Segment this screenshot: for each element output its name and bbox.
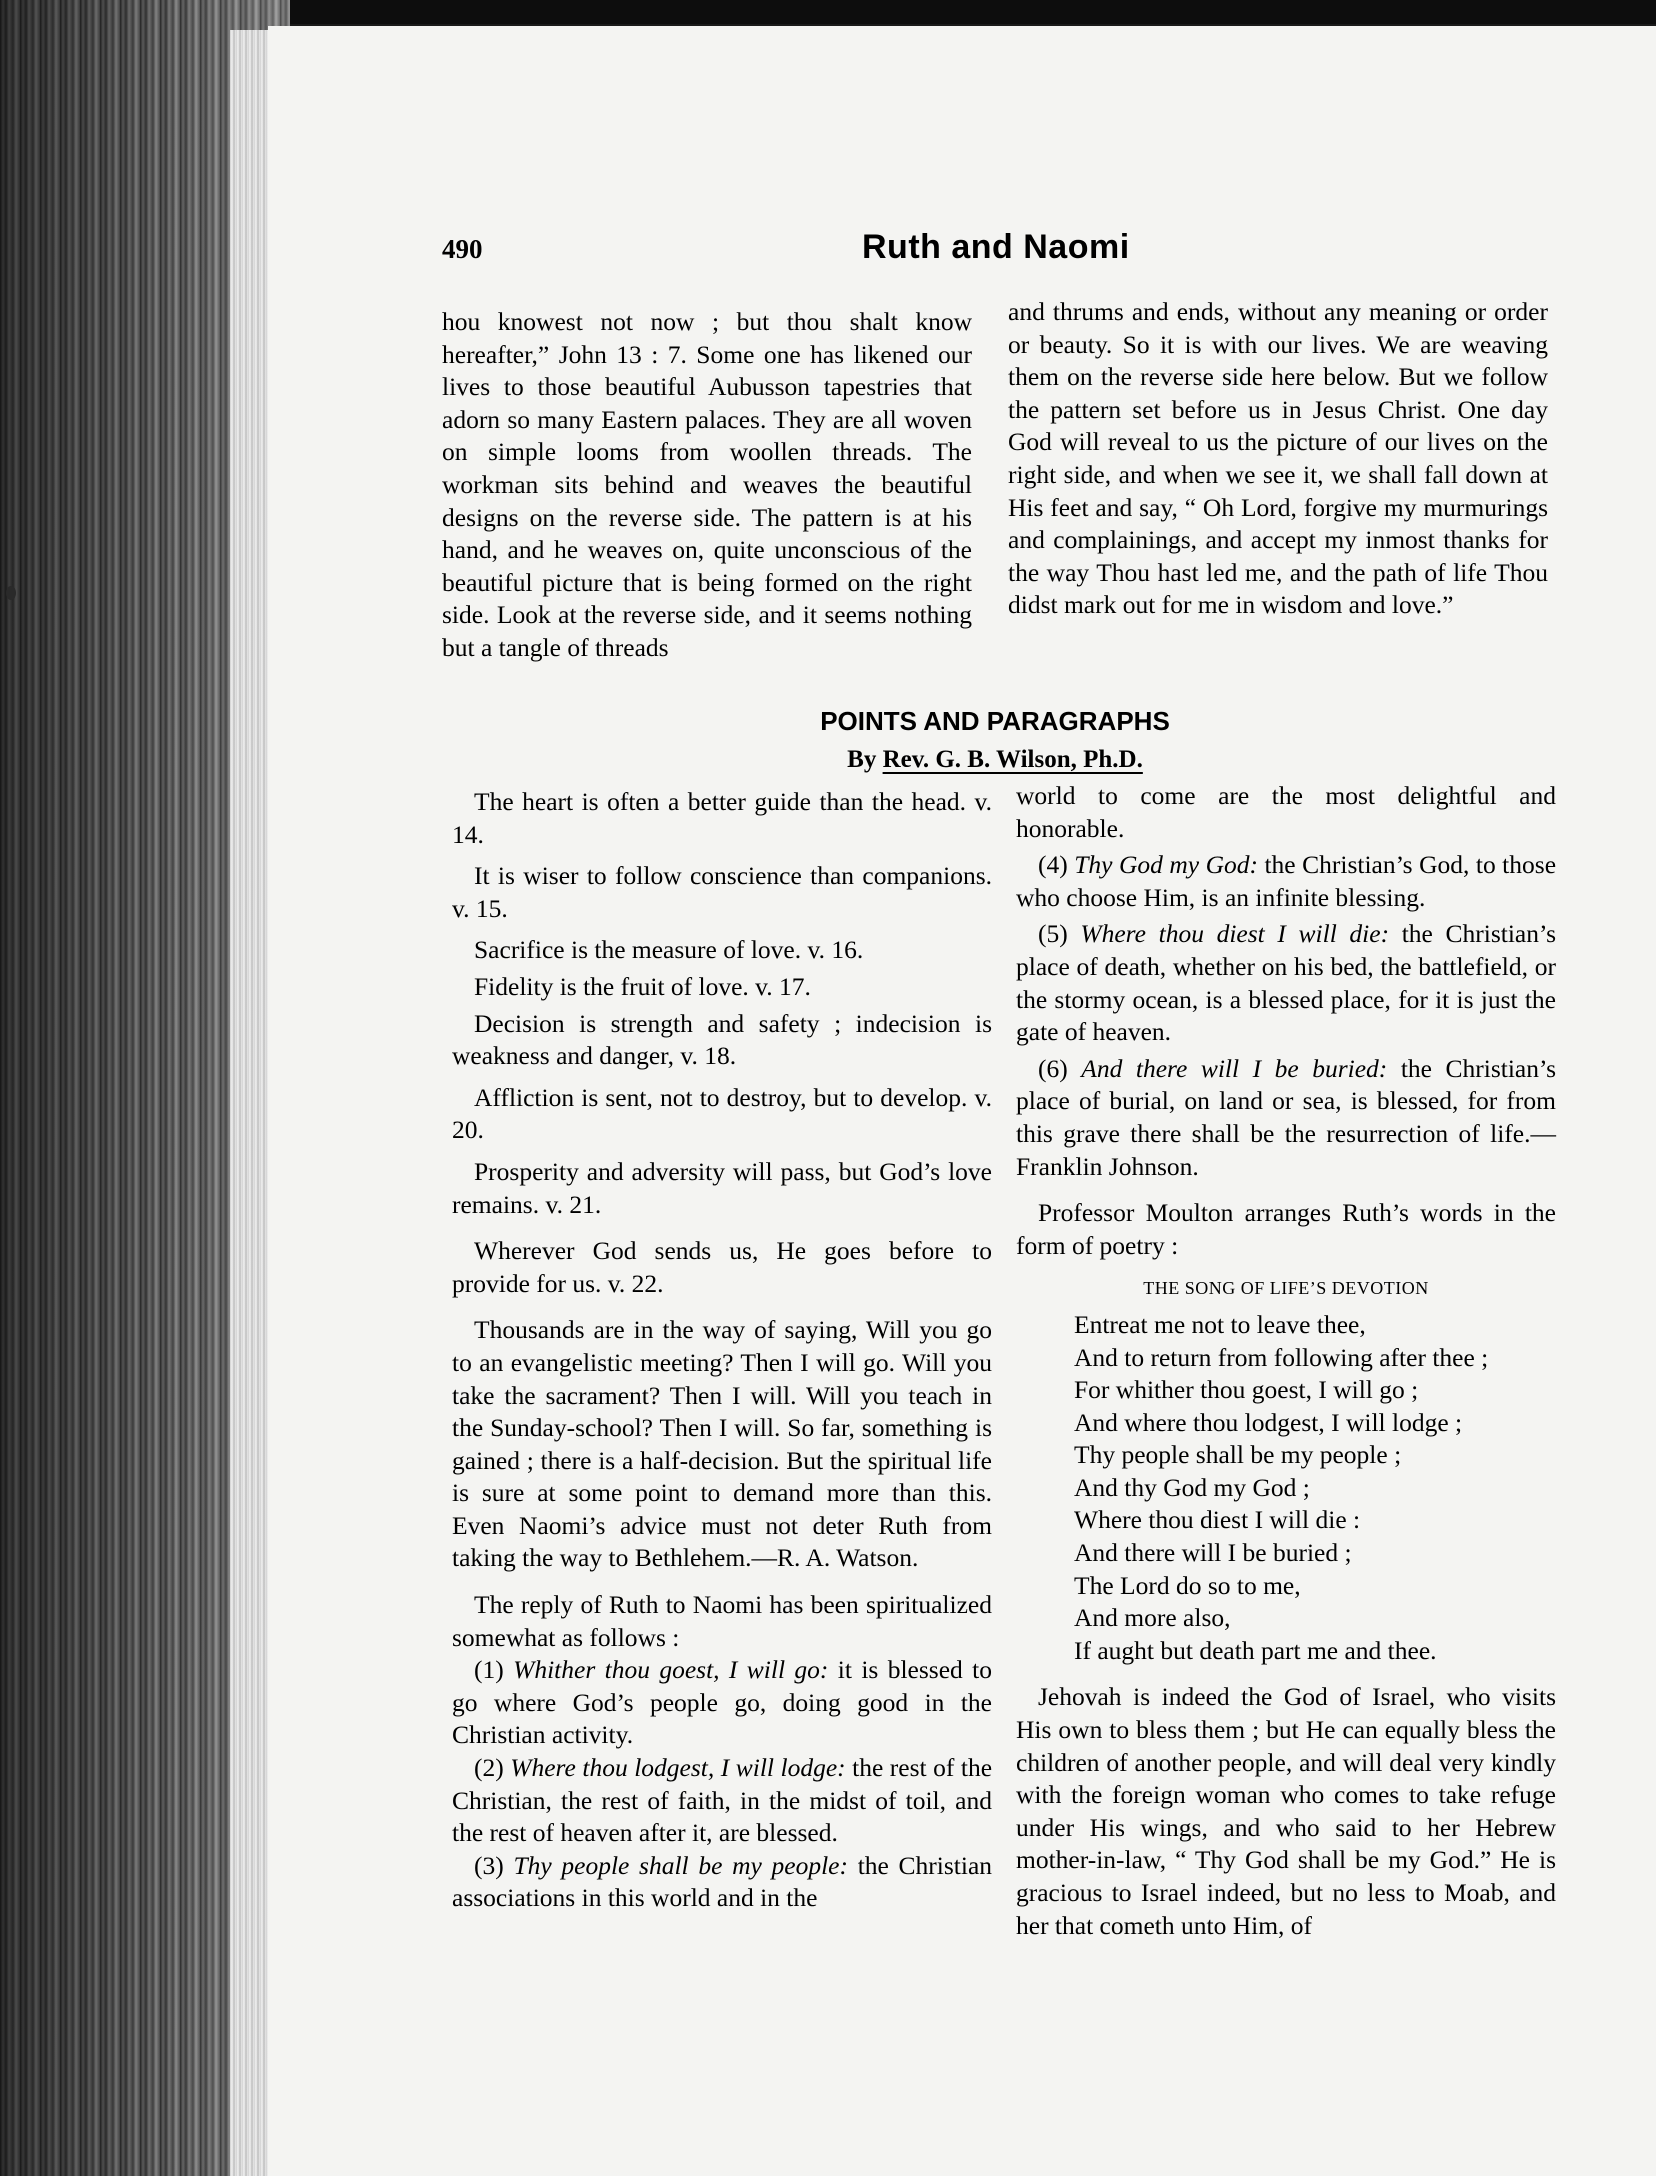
point-text: the Christian’s place of death, whether on his bed, the battlefield, or the stormy ocean, is a blessed place, for it is just the gate of heaven. [1016,919,1556,1047]
point-text: the Christian’s God, to those who choose Him, is an infinite blessing. [1016,850,1557,912]
scan-speck [6,586,16,600]
poem-line: Entreat me not to leave thee, [1074,1309,1366,1339]
point-quote: Thy God my God: [1074,850,1258,880]
page-number: 490 [442,234,483,264]
numbered-point [452,1752,992,1850]
point-number: (6) [1038,1053,1068,1083]
point-text: the Christian associations in this world and in the [452,1850,993,1913]
running-title: Ruth and Naomi [862,228,1130,266]
top-left-column [442,306,972,665]
point-quote: Whither thou goest, I will go: [513,1655,829,1685]
poem-line: And there will I be buried ; [1074,1538,1352,1568]
point-quote: And there will I be buried: [1081,1053,1388,1083]
point-paragraph: Prosperity and adversity will pass, but God’s love remains. v. 21. [452,1156,992,1219]
numbered-point [1016,1053,1556,1183]
continued-point: world to come are the most delightful and honorable. [1016,781,1556,843]
point-paragraph: It is wiser to follow conscience than companions. v. 15. [452,861,992,923]
point-text: the Christian’s place of burial, on land or sea, is blessed, for from this grave there shall be the resurrection of life.—Franklin Johnson. [1016,1053,1557,1181]
continued-paragraph-end: and thrums and ends, without any meaning or order or beauty. So it is with our lives. We are weaving them on the reverse side here below. But we follow the pattern set before us in Jesus Christ. One day God will reveal to us the picture of our lives on the right side, and when we see it, we shall fall down at His feet and say, “ Oh Lord, forgive my murmurings and complainings, and accept my inmost thanks for the way Thou hast led me, and the path of life Thou didst mark out for me in wisdom and love.” [1008,297,1548,620]
poem-title: THE SONG OF LIFE’S DEVOTION [1143,1278,1429,1299]
byline [442,746,1548,774]
poem-line: And where thou lodgest, I will lodge ; [1074,1407,1463,1437]
point-text: it is blessed to go where God’s people go, doing good in the Christian activity. [452,1655,992,1750]
byline-prefix: By [847,746,877,773]
poem-line: For whither thou goest, I will go ; [1074,1375,1419,1405]
poem-line: The Lord do so to me, [1074,1570,1301,1600]
point-number: (1) [474,1655,504,1685]
section-heading: POINTS AND PARAGRAPHS [820,706,1170,736]
running-head [442,228,1562,274]
numbered-point [452,1850,992,1915]
top-right-column [1008,296,1548,622]
point-paragraph: Decision is strength and safety ; indecision is weakness and danger, v. 18. [452,1008,992,1071]
poem-line: If aught but death part me and thee. [1074,1635,1437,1665]
point-quote: Where thou diest I will die: [1080,919,1390,949]
point-number: (2) [474,1753,504,1783]
point-paragraph: Affliction is sent, not to destroy, but to develop. v. 20. [452,1082,992,1145]
byline-author: Rev. G. B. Wilson, Ph.D. [882,746,1143,773]
poem-line: And thy God my God ; [1074,1472,1310,1502]
poem-line: And more also, [1074,1603,1231,1633]
bottom-right-column [1016,780,1556,1942]
point-paragraph: Wherever God sends us, He goes before to provide for us. v. 22. [452,1236,992,1298]
numbered-point [1016,849,1556,914]
moulton-paragraph: Professor Moulton arranges Ruth’s words in the form of poetry : [1016,1198,1556,1260]
numbered-point [452,1654,992,1752]
point-number: (4) [1038,850,1068,880]
point-paragraph: The heart is often a better guide than the head. v. 14. [452,787,992,849]
watson-paragraph: Thousands are in the way of saying, Will you go to an evangelistic meeting? Then I will go. Will you take the sacrament? Then I will. Will you teach in the Sunday-school? Then I will. So far, something is gained ; there is a half-decision. But the spiritual life is sure at some point to demand more than this. Even Naomi’s advice must not deter Ruth from taking the way to Bethlehem.—R. A. Watson. [452,1315,992,1573]
point-number: (3) [474,1850,504,1880]
bottom-left-column [452,786,992,1915]
reply-paragraph: The reply of Ruth to Naomi has been spiritualized somewhat as follows : [452,1590,992,1652]
numbered-point [1016,918,1556,1048]
jehovah-paragraph: Jehovah is indeed the God of Israel, who visits His own to bless them ; but He can equally bless the children of another people, and will deal very kindly with the foreign woman who comes to take refuge under His wings, and who said to her Hebrew mother-in-law, “ Thy God shall be my God.” He is gracious to Israel indeed, but no less to Moab, and her that cometh unto Him, of [1016,1682,1556,1940]
point-paragraph: Sacrifice is the measure of love. v. 16. [474,935,864,965]
poem-line: Where thou diest I will die : [1074,1505,1361,1535]
poem-line: Thy people shall be my people ; [1074,1440,1402,1470]
point-number: (5) [1038,919,1068,949]
poem-line: And to return from following after thee ; [1074,1342,1489,1372]
point-quote: Thy people shall be my people: [513,1850,848,1880]
continued-paragraph: hou knowest not now ; but thou shalt know hereafter,” John 13 : 7. Some one has likened our lives to those beautiful Aubusson tapestries that adorn so many Eastern palaces. They are all woven on simple looms from woollen threads. The workman sits behind and weaves the beautiful designs on the reverse side. The pattern is at his hand, and he weaves on, quite unconscious of the beautiful picture that is being formed on the right side. Look at the reverse side, and it seems nothing but a tangle of threads [442,307,972,662]
page-edge-strip [230,30,270,2176]
point-text: the rest of the Christian, the rest of faith, in the midst of toil, and the rest of heaven after it, are blessed. [452,1753,993,1848]
point-quote: Where thou lodgest, I will lodge: [510,1753,846,1783]
point-paragraph: Fidelity is the fruit of love. v. 17. [474,971,811,1001]
